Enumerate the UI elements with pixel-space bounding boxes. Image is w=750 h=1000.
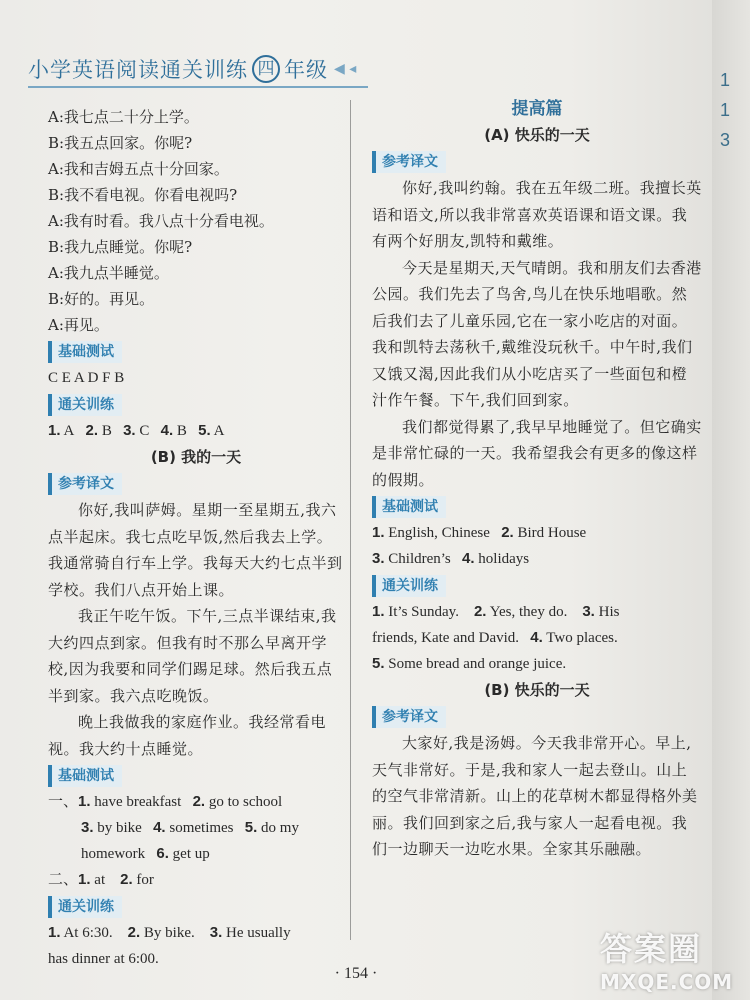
section-tag-translation: 参考译文 (48, 473, 122, 495)
advanced-title: 提高篇 (511, 99, 563, 119)
edge-fragment: 3 (720, 130, 731, 150)
answer-line: 一、1. have breakfast 2. go to school (48, 793, 283, 810)
translation-paragraph: 我正午吃午饭。下午,三点半课结束,我大约四点到家。但我有时不那么早离开学校,因为我要和同学们踢足球。然后我五点半到家。我六点吃晚饭。 (48, 607, 337, 705)
dialog-line: A:我七点二十分上学。 (48, 108, 199, 126)
translation-paragraph: 你好,我叫约翰。我在五年级二班。我擅长英语和语文,所以我非常喜欢英语课和语文课。我有两个好朋友,凯特和戴维。 (372, 179, 702, 250)
grade-badge: 四 (252, 55, 280, 83)
column-divider (350, 100, 351, 940)
header-title: 小学英语阅读通关训练 (28, 58, 248, 82)
dialog-line: A:我和吉姆五点十分回家。 (48, 160, 229, 178)
translation-paragraph: 我们都觉得累了,我早早地睡觉了。但它确实是非常忙碌的一天。我希望我会有更多的像这样的假期。 (372, 417, 702, 489)
section-b-title: (B) 我的一天 (150, 448, 242, 466)
header-title-suffix: 年级 (284, 58, 328, 82)
edge-fragment: 1 (720, 100, 731, 120)
section-b-title: (B) 快乐的一天 (484, 681, 590, 699)
answer-line: friends, Kate and David. 4. Two places. (372, 629, 618, 646)
dialog-line: B:我九点睡觉。你呢? (48, 238, 193, 256)
dialog-line: A:我有时看。我八点十分看电视。 (48, 212, 274, 230)
answer-line: 1. At 6:30. 2. By bike. 3. He usually (48, 924, 291, 941)
pass-answers: 1. A 2. B 3. C 4. B 5. A (48, 422, 225, 439)
next-page-edge (712, 0, 750, 1000)
watermark-text: 答案圈 (600, 930, 703, 968)
basic-answers: C E A D F B (48, 370, 125, 386)
dialog-line: A:再见。 (48, 316, 109, 334)
edge-fragment: 1 (720, 70, 731, 90)
dialog-line: B:我不看电视。你看电视吗? (48, 186, 238, 204)
section-a-title: (A) 快乐的一天 (484, 126, 590, 144)
translation-paragraph: 你好,我叫萨姆。星期一至星期五,我六点半起床。我七点吃早饭,然后我去上学。我通常骑自行车上学。我每天大约七点半到学校。我们八点开始上课。 (48, 501, 343, 599)
answer-line: 5. Some bread and orange juice. (372, 655, 567, 672)
translation-paragraph: 大家好,我是汤姆。今天我非常开心。早上,天气非常好。于是,我和家人一起去登山。山上的空气非常清新。山上的花草树木都显得格外美丽。我们回到家之后,我与家人一起看电视。我们一边聊天一边吃水果。全家其乐融融。 (372, 734, 698, 858)
arrow-icon: ◀ ◂ (334, 61, 357, 77)
section-tag-basic: 基础测试 (48, 765, 122, 787)
watermark-url: MXQE.COM (600, 970, 734, 994)
dialog-line: A:我九点半睡觉。 (48, 264, 169, 282)
watermark-logo (600, 924, 750, 996)
section-tag-pass: 通关训练 (48, 394, 122, 416)
answer-line: 3. Children’s 4. holidays (372, 550, 530, 567)
answer-line: 1. English, Chinese 2. Bird House (372, 524, 587, 541)
right-column (372, 96, 702, 863)
section-tag-basic: 基础测试 (48, 341, 122, 363)
page-header (28, 52, 368, 88)
translation-paragraph: 晚上我做我的家庭作业。我经常看电视。我大约十点睡觉。 (48, 713, 327, 758)
dialog-line: B:好的。再见。 (48, 290, 155, 308)
section-tag-basic: 基础测试 (372, 496, 446, 518)
translation-paragraph: 今天是星期天,天气晴朗。我和朋友们去香港公园。我们先去了鸟舍,鸟儿在快乐地唱歌。然后我们去了儿童乐园,它在一家小吃店的对面。我和凯特去荡秋千,戴维没玩秋千。中午时,我们又饿又渴,因此我们从小吃店买了一些面包和橙汁作午餐。下午,我们回到家。 (372, 258, 702, 409)
section-tag-pass: 通关训练 (48, 896, 122, 918)
section-tag-pass: 通关训练 (372, 575, 446, 597)
answer-line: homework 6. get up (81, 845, 210, 862)
section-tag-translation: 参考译文 (372, 151, 446, 173)
answer-line: 1. It’s Sunday. 2. Yes, they do. 3. His (372, 603, 620, 620)
answer-line: 二、1. at 2. for (48, 871, 154, 888)
answer-line: has dinner at 6:00. (48, 951, 159, 967)
answer-line: 3. by bike 4. sometimes 5. do my (81, 819, 299, 836)
left-column (48, 104, 344, 972)
page-number: · 154 · (334, 965, 378, 982)
dialog-line: B:我五点回家。你呢? (48, 134, 193, 152)
section-tag-translation: 参考译文 (372, 706, 446, 728)
